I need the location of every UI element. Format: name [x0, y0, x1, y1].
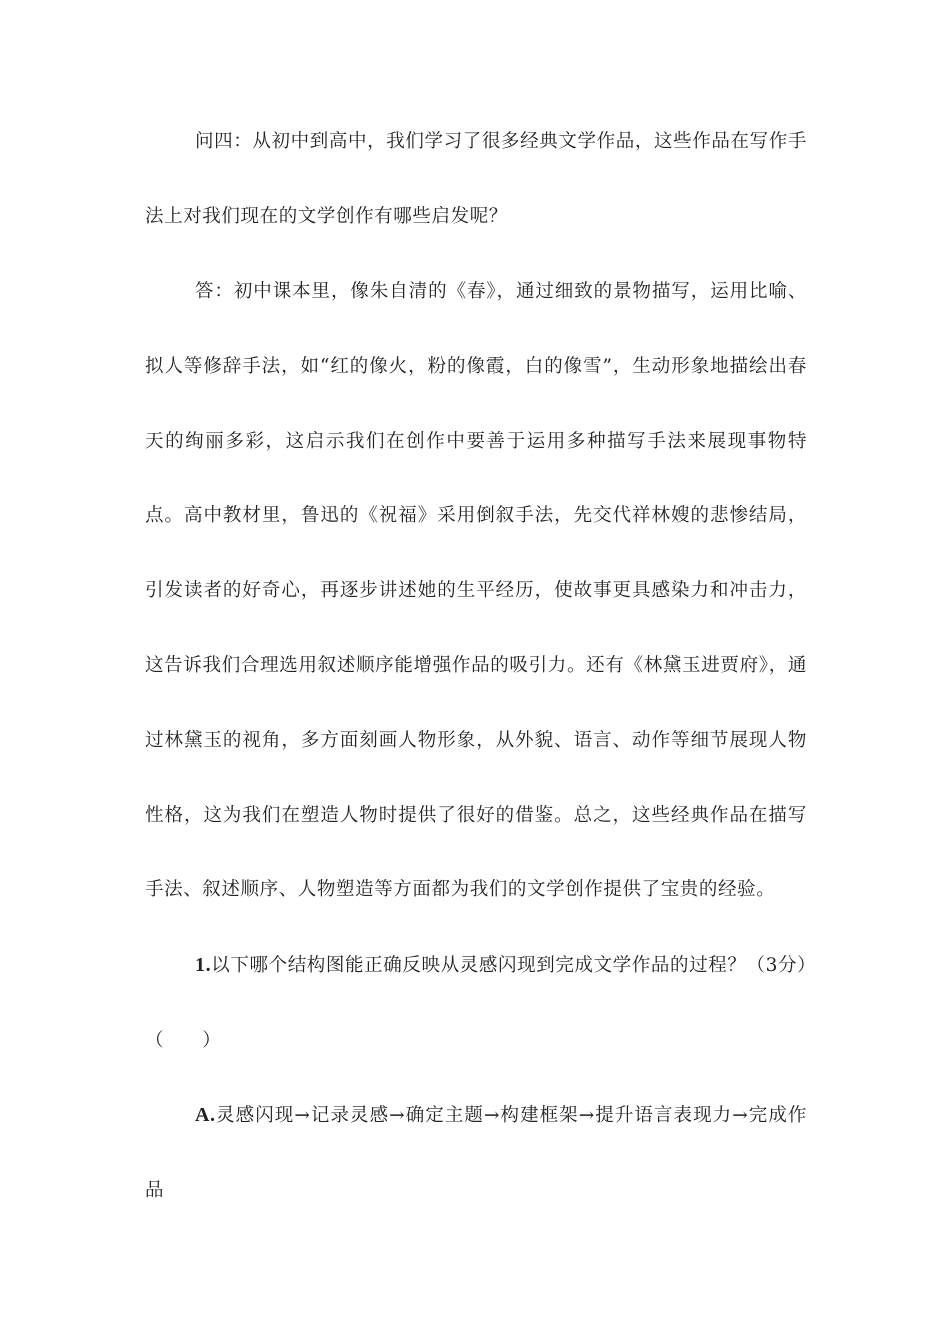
question-four — [145, 105, 807, 255]
question-four-text: 问四：从初中到高中，我们学习了很多经典文学作品，这些作品在写作手法上对我们现在的文学创作有哪些启发呢？ — [145, 131, 807, 227]
option-a-text: 灵感闪现→记录灵感→确定主题→构建框架→提升语言表现力→完成作品 — [145, 1105, 807, 1201]
option-a-label: A. — [195, 1104, 216, 1126]
question-one-number: 1. — [195, 954, 212, 976]
answer-four-text: 答：初中课本里，像朱自清的《春》，通过细致的景物描写，运用比喻、拟人等修辞手法，如“红的像火，粉的像霞，白的像雪”，生动形象地描绘出春天的绚丽多彩，这启示我们在创作中要善于运用多种描写手法来展现事物特点。高中教材里，鲁迅的《祝福》采用倒叙手法，先交代祥林嫂的悲惨结局，引发读者的好奇心，再逐步讲述她的生平经历，使故事更具感染力和冲击力，这告诉我们合理选用叙述顺序能增强作品的吸引力。还有《林黛玉进贾府》，通过林黛玉的视角，多方面刻画人物形象，从外貌、语言、动作等细节展现人物性格，这为我们在塑造人物时提供了很好的借鉴。总之，这些经典作品在描写手法、叙述顺序、人物塑造等方面都为我们的文学创作提供了宝贵的经验。 — [145, 281, 807, 901]
question-one-text: 以下哪个结构图能正确反映从灵感闪现到完成文学作品的过程？（3分）（ ） — [145, 955, 807, 1051]
option-a — [145, 1078, 807, 1229]
answer-four — [145, 255, 807, 928]
question-one — [145, 928, 807, 1079]
